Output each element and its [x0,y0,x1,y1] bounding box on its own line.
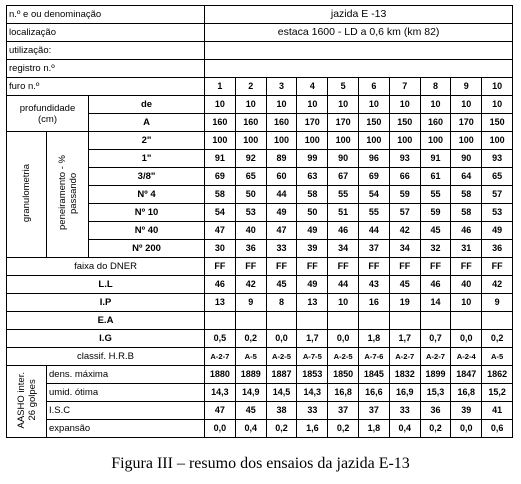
hrb-value: A-5 [482,348,513,366]
jazida-test-table [6,5,513,438]
sieve-value: 34 [389,240,420,258]
aashto-value: 14,9 [235,384,266,402]
liquid-limit-value: 40 [451,276,482,294]
depth-from-value: 10 [328,96,359,114]
depth-label: profundidade (cm) [7,96,89,132]
aashto-label-line1: AASHO inter. [15,371,27,429]
aashto-value: 14,3 [297,384,328,402]
sieve-value: 40 [235,222,266,240]
aashto-value: 38 [266,402,297,420]
liquid-limit-value: 46 [420,276,451,294]
sieve-value: 44 [359,222,390,240]
sieve-value: 58 [205,186,236,204]
plasticity-index-label: I.P [7,294,205,312]
sieve-value: 53 [235,204,266,222]
aashto-label-text [16,372,38,429]
sieve-value: 55 [420,186,451,204]
sieve-value: 100 [266,132,297,150]
depth-to-value: 150 [389,114,420,132]
granulometry-label-text: granulometria [21,163,32,223]
aashto-value: 47 [205,402,236,420]
sieve-value: 65 [235,168,266,186]
liquid-limit-value: 46 [205,276,236,294]
sand-equivalent-value [451,312,482,330]
sieve-value: 100 [389,132,420,150]
group-index-value: 0,7 [420,330,451,348]
aashto-value: 33 [389,402,420,420]
sieve-value: 36 [482,240,513,258]
hrb-value: A-2-5 [328,348,359,366]
plasticity-index-row [7,294,513,312]
registry-value [205,60,513,78]
sieve-value: 55 [359,204,390,222]
sieve-label: 1" [89,150,205,168]
aashto-value: 37 [359,402,390,420]
sieve-value: 100 [482,132,513,150]
sieve-value: 100 [359,132,390,150]
liquid-limit-label: L.L [7,276,205,294]
hrb-row [7,348,513,366]
usage-value [205,42,513,60]
location-value: estaca 1600 - LD a 0,6 km (km 82) [205,24,513,42]
registry-label: registro n.º [7,60,205,78]
depth-to-value: 150 [359,114,390,132]
liquid-limit-value: 43 [359,276,390,294]
group-index-row [7,330,513,348]
id-value: jazida E -13 [205,6,513,24]
group-index-value: 0,0 [451,330,482,348]
sieving-label-text: peneiramento - % passando [56,155,79,231]
hrb-value: A-2-4 [451,348,482,366]
depth-from-row [7,96,513,114]
liquid-limit-value: 49 [297,276,328,294]
aashto-value: 0,4 [235,420,266,438]
sand-equivalent-value [420,312,451,330]
faixa-value: FF [266,258,297,276]
depth-from-value: 10 [235,96,266,114]
depth-to-label: A [89,114,205,132]
faixa-label: faixa do DNER [7,258,205,276]
plasticity-index-value: 10 [328,294,359,312]
furo-label: furo n.º [7,78,205,96]
sand-equivalent-value [389,312,420,330]
aashto-value: 45 [235,402,266,420]
sieve-value: 99 [297,150,328,168]
faixa-value: FF [297,258,328,276]
sieve-value: 93 [389,150,420,168]
id-label: n.º e ou denominação [7,6,205,24]
faixa-value: FF [482,258,513,276]
sieve-value: 42 [389,222,420,240]
sieve-value: 49 [266,204,297,222]
sand-equivalent-value [482,312,513,330]
sand-equivalent-value [205,312,236,330]
sieve-value: 64 [451,168,482,186]
sieve-value: 61 [420,168,451,186]
furo-value: 6 [359,78,390,96]
sieve-value: 89 [266,150,297,168]
aashto-value: 41 [482,402,513,420]
plasticity-index-value: 16 [359,294,390,312]
sieve-value: 63 [297,168,328,186]
furo-value: 7 [389,78,420,96]
depth-from-label: de [89,96,205,114]
aashto-value: 16,9 [389,384,420,402]
depth-to-value: 160 [205,114,236,132]
aashto-value: 16,6 [359,384,390,402]
sieve-label: 2" [89,132,205,150]
aashto-value: 1,8 [359,420,390,438]
faixa-value: FF [389,258,420,276]
aashto-value: 1850 [328,366,359,384]
aashto-row [7,366,513,384]
aashto-row [7,402,513,420]
aashto-param-label: I.S.C [47,402,205,420]
group-index-value: 1,7 [297,330,328,348]
aashto-value: 1887 [266,366,297,384]
aashto-value: 1,6 [297,420,328,438]
sieve-label: Nº 200 [89,240,205,258]
aashto-row [7,384,513,402]
aashto-value: 1845 [359,366,390,384]
depth-to-value: 170 [328,114,359,132]
group-index-label: I.G [7,330,205,348]
sieve-value: 100 [420,132,451,150]
aashto-value: 0,6 [482,420,513,438]
sand-equivalent-value [328,312,359,330]
faixa-value: FF [359,258,390,276]
plasticity-index-value: 14 [420,294,451,312]
sieve-label: 3/8" [89,168,205,186]
sieve-value: 36 [235,240,266,258]
sieve-value: 100 [205,132,236,150]
hrb-value: A-2-7 [389,348,420,366]
aashto-value: 37 [328,402,359,420]
furo-row [7,78,513,96]
plasticity-index-value: 13 [297,294,328,312]
sieve-value: 60 [266,168,297,186]
aashto-label [7,366,47,438]
sieve-value: 50 [235,186,266,204]
aashto-value: 1889 [235,366,266,384]
sieve-value: 59 [389,186,420,204]
sieve-value: 65 [482,168,513,186]
sieve-value: 100 [451,132,482,150]
group-index-value: 0,0 [266,330,297,348]
aashto-value: 1899 [420,366,451,384]
sieve-value: 100 [297,132,328,150]
sieve-value: 47 [266,222,297,240]
aashto-value: 0,2 [420,420,451,438]
group-index-value: 0,2 [235,330,266,348]
sieve-label: Nº 4 [89,186,205,204]
group-index-value: 0,0 [328,330,359,348]
liquid-limit-value: 44 [328,276,359,294]
sieve-value: 58 [451,204,482,222]
sieve-value: 49 [297,222,328,240]
sieve-value: 54 [205,204,236,222]
aashto-param-label: expansão [47,420,205,438]
aashto-value: 0,0 [451,420,482,438]
sieve-value: 96 [359,150,390,168]
group-index-value: 1,8 [359,330,390,348]
furo-value: 1 [205,78,236,96]
depth-from-value: 10 [482,96,513,114]
sieve-value: 100 [328,132,359,150]
hrb-value: A-2-7 [205,348,236,366]
sieve-value: 49 [482,222,513,240]
location-label: localização [7,24,205,42]
furo-value: 3 [266,78,297,96]
plasticity-index-value: 8 [266,294,297,312]
hrb-value: A-2-5 [266,348,297,366]
sieve-value: 54 [359,186,390,204]
usage-label: utilização: [7,42,205,60]
sieve-value: 37 [359,240,390,258]
aashto-row [7,420,513,438]
figure-caption: Figura III – resumo dos ensaios da jazida E-13 [111,455,410,472]
depth-from-value: 10 [205,96,236,114]
sieving-label [47,132,89,258]
sieve-value: 93 [482,150,513,168]
liquid-limit-value: 45 [389,276,420,294]
sand-equivalent-value [235,312,266,330]
sieve-value: 92 [235,150,266,168]
group-index-value: 1,7 [389,330,420,348]
sieve-value: 90 [451,150,482,168]
sieve-value: 66 [389,168,420,186]
depth-to-value: 160 [235,114,266,132]
faixa-value: FF [451,258,482,276]
sieve-value: 46 [328,222,359,240]
sieve-value: 91 [205,150,236,168]
furo-value: 10 [482,78,513,96]
liquid-limit-value: 42 [235,276,266,294]
aashto-value: 1880 [205,366,236,384]
sieve-value: 34 [328,240,359,258]
faixa-value: FF [205,258,236,276]
sand-equivalent-value [266,312,297,330]
sieve-value: 100 [235,132,266,150]
furo-value: 5 [328,78,359,96]
sand-equivalent-row [7,312,513,330]
sieve-value: 33 [266,240,297,258]
depth-from-value: 10 [359,96,390,114]
aashto-value: 15,3 [420,384,451,402]
depth-from-value: 10 [266,96,297,114]
plasticity-index-value: 9 [482,294,513,312]
liquid-limit-value: 42 [482,276,513,294]
aashto-value: 1862 [482,366,513,384]
sieve-row [7,132,513,150]
aashto-value: 1847 [451,366,482,384]
depth-from-value: 10 [297,96,328,114]
hrb-value: A-5 [235,348,266,366]
faixa-value: FF [420,258,451,276]
faixa-row [7,258,513,276]
sieve-value: 69 [359,168,390,186]
sand-equivalent-value [297,312,328,330]
aashto-value: 15,2 [482,384,513,402]
sieve-value: 53 [482,204,513,222]
granulometry-label [7,132,47,258]
sieve-value: 31 [451,240,482,258]
sieve-value: 59 [420,204,451,222]
plasticity-index-value: 10 [451,294,482,312]
aashto-param-label: umid. ótima [47,384,205,402]
hrb-value: A-2-7 [420,348,451,366]
sieve-value: 46 [451,222,482,240]
aashto-value: 1853 [297,366,328,384]
group-index-value: 0,2 [482,330,513,348]
aashto-label-line2: 26 golpes [26,379,38,421]
aashto-value: 16,8 [451,384,482,402]
furo-value: 9 [451,78,482,96]
sieve-value: 55 [328,186,359,204]
sieve-value: 58 [297,186,328,204]
sieve-value: 91 [420,150,451,168]
faixa-value: FF [235,258,266,276]
sieve-value: 69 [205,168,236,186]
aashto-value: 36 [420,402,451,420]
sieve-value: 39 [297,240,328,258]
aashto-value: 1832 [389,366,420,384]
plasticity-index-value: 19 [389,294,420,312]
depth-to-value: 170 [297,114,328,132]
hrb-value: A-7-6 [359,348,390,366]
sand-equivalent-label: E.A [7,312,205,330]
sieve-label: Nº 10 [89,204,205,222]
plasticity-index-value: 13 [205,294,236,312]
sieve-value: 58 [451,186,482,204]
aashto-value: 14,5 [266,384,297,402]
sand-equivalent-value [359,312,390,330]
aashto-value: 33 [297,402,328,420]
furo-value: 8 [420,78,451,96]
aashto-value: 0,2 [328,420,359,438]
depth-from-value: 10 [420,96,451,114]
sieve-label: Nº 40 [89,222,205,240]
depth-from-value: 10 [451,96,482,114]
sieve-value: 51 [328,204,359,222]
aashto-value: 0,2 [266,420,297,438]
aashto-value: 0,0 [205,420,236,438]
sieve-value: 30 [205,240,236,258]
aashto-value: 14,3 [205,384,236,402]
sieve-value: 50 [297,204,328,222]
depth-to-value: 150 [482,114,513,132]
sieve-value: 67 [328,168,359,186]
sieve-value: 57 [482,186,513,204]
plasticity-index-value: 9 [235,294,266,312]
hrb-label: classif. H.R.B [7,348,205,366]
aashto-value: 16,8 [328,384,359,402]
liquid-limit-value: 45 [266,276,297,294]
sieve-value: 32 [420,240,451,258]
depth-to-value: 160 [266,114,297,132]
sieve-value: 45 [420,222,451,240]
group-index-value: 0,5 [205,330,236,348]
depth-from-value: 10 [389,96,420,114]
aashto-param-label: dens. máxima [47,366,205,384]
aashto-value: 39 [451,402,482,420]
furo-value: 2 [235,78,266,96]
liquid-limit-row [7,276,513,294]
sieve-value: 57 [389,204,420,222]
sieve-value: 47 [205,222,236,240]
aashto-value: 0,4 [389,420,420,438]
sieve-value: 90 [328,150,359,168]
depth-to-value: 160 [420,114,451,132]
depth-to-value: 170 [451,114,482,132]
sieve-value: 44 [266,186,297,204]
furo-value: 4 [297,78,328,96]
faixa-value: FF [328,258,359,276]
hrb-value: A-7-5 [297,348,328,366]
